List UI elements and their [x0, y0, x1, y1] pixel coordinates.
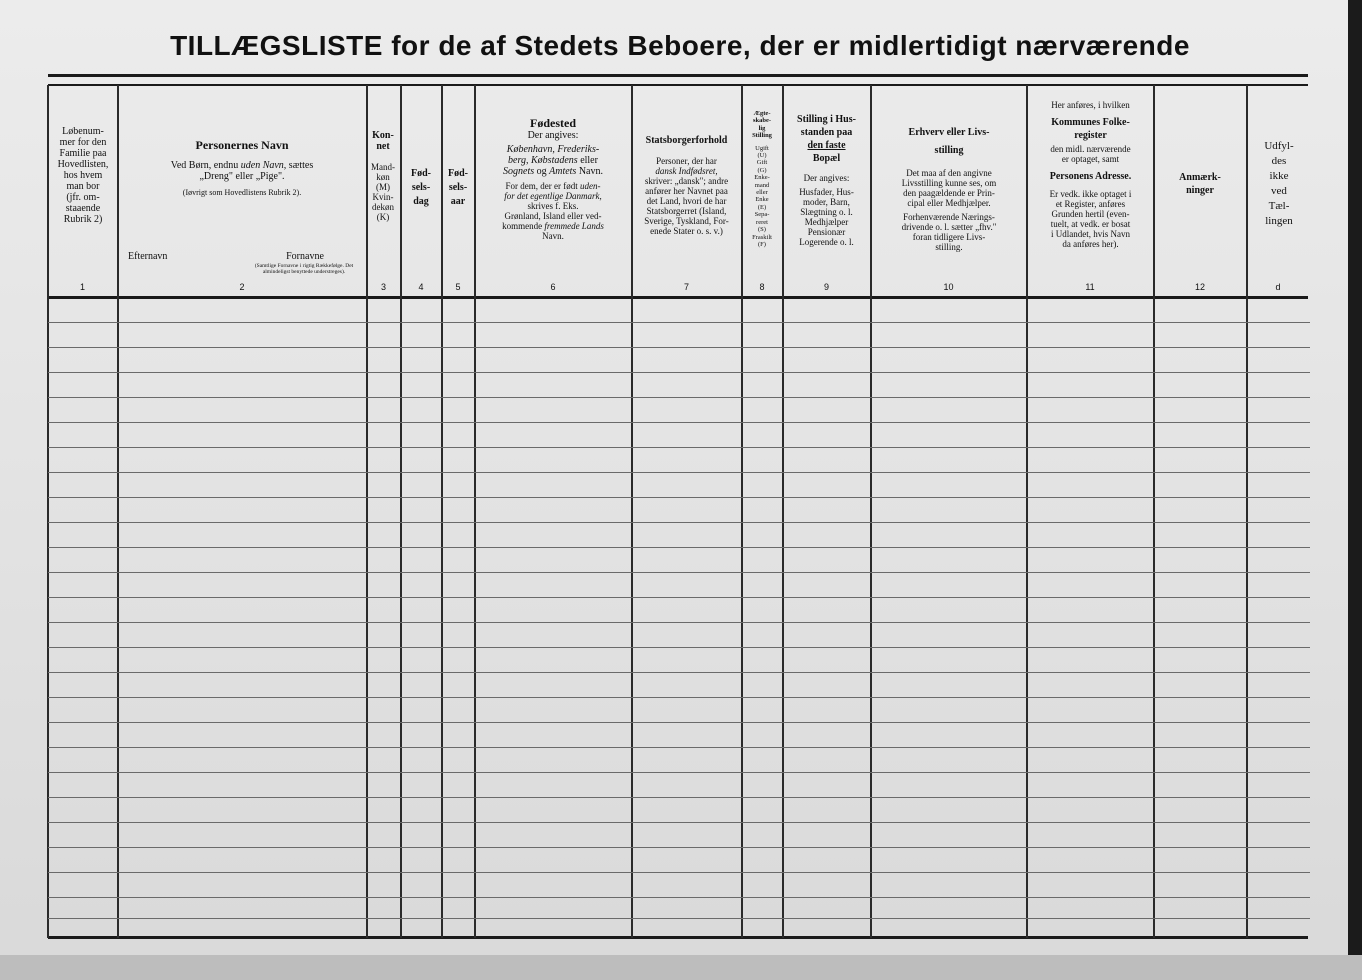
col7-text: Sverige, Tyskland, For- [644, 216, 729, 226]
col3-line: Kvin- [372, 192, 394, 202]
col6-text: eller [580, 155, 598, 166]
entry-row-line [48, 597, 1310, 598]
col6-sub: Der angives: [527, 130, 579, 141]
column-number: 7 [683, 282, 689, 292]
col8-heading: lig [758, 124, 766, 132]
col6-text: Navn. [578, 166, 603, 177]
entry-row-line [48, 847, 1310, 848]
col11-line: et Register, anføres [1055, 199, 1126, 209]
column-number: 9 [823, 282, 829, 292]
col8-line: eller [756, 189, 768, 197]
cold-line: ikke [1269, 170, 1289, 182]
col6-text: Navn. [542, 231, 564, 241]
column-line [117, 85, 119, 938]
col8-heading: Stilling [752, 132, 772, 140]
entry-row-line [48, 422, 1310, 423]
entry-row-line [48, 622, 1310, 623]
scan-edge-right [1348, 0, 1362, 980]
col8-line: (E) [757, 203, 767, 211]
cold-line: Udfyl- [1264, 140, 1294, 152]
entry-row-line [48, 747, 1310, 748]
col6-text: kommende [502, 221, 543, 231]
col3-line: køn [376, 172, 390, 182]
col6-text: skrives f. Eks. [527, 201, 579, 211]
col10-line: drivende o. l. sætter „fhv." [901, 222, 997, 232]
cold-line: des [1271, 155, 1287, 167]
col2-heading: Personernes Navn [195, 138, 289, 152]
col8-line: Gift [756, 159, 768, 167]
col11-line: er optaget, samt [1061, 154, 1120, 164]
col5-line: sels- [448, 182, 468, 193]
col11-top: Her anføres, i hvilken [1051, 100, 1130, 110]
entry-row-line [48, 447, 1310, 448]
col12-heading: ninger [1186, 185, 1214, 196]
column-number: 2 [239, 282, 245, 292]
col8-line: reret [756, 218, 768, 226]
cold-line: lingen [1265, 215, 1293, 227]
col1-header [49, 126, 117, 322]
col8-line: Enke [755, 196, 769, 204]
col9-header [784, 113, 869, 309]
col9-line: Husfader, Hus- [799, 187, 854, 197]
col6-text: Grønland, Island eller ved- [504, 211, 602, 221]
col9-line: Logerende o. l. [799, 237, 854, 247]
col7-heading: Statsborgerforhold [645, 135, 728, 146]
col9-line: Medhjælper [804, 217, 849, 227]
col1-line: (jfr. om- [66, 192, 100, 203]
col3-line: Mand- [371, 162, 395, 172]
col3-line: dekøn [372, 202, 394, 212]
col5-header [443, 167, 473, 363]
col9-heading: den faste [807, 140, 846, 151]
entry-row-line [48, 397, 1310, 398]
column-line [474, 85, 476, 938]
col12-header [1155, 171, 1245, 367]
col8-header [743, 110, 781, 280]
col8-line: (G) [757, 166, 767, 174]
col3-header [367, 130, 399, 326]
table-top-rule [48, 84, 1308, 86]
col1-line: man bor [66, 181, 100, 192]
col9-heading: standen paa [800, 127, 853, 138]
cold-header [1249, 139, 1309, 335]
col8-line: Fraskilt [752, 233, 772, 241]
col6-heading: Fødested [530, 116, 576, 130]
col2-efternavn: Efternavn [128, 251, 168, 262]
col3-heading: Kon- [372, 130, 394, 141]
col1-line: Rubrik 2) [63, 214, 103, 225]
form-title: TILLÆGSLISTE for de af Stedets Beboere, der er midlertidigt nærværende [170, 30, 1190, 61]
col6-text: For dem, der er født [505, 181, 578, 191]
entry-row-line [48, 372, 1310, 373]
col8-line: Ugift [755, 144, 769, 152]
col11-header [1029, 100, 1152, 280]
col11-line: i Udlandet, hvis Navn [1051, 229, 1130, 239]
col8-line: (F) [758, 240, 766, 248]
col8-line: (S) [758, 226, 766, 234]
col11-line: Er vedk. ikke optaget i [1049, 189, 1132, 199]
col7-text: Personer, der har [656, 156, 717, 166]
entry-row-line [48, 522, 1310, 523]
col12-heading: Anmærk- [1179, 172, 1221, 183]
col6-text: Sognets [503, 166, 535, 177]
cold-line: ved [1271, 185, 1287, 197]
col11-line: tuelt, at vedk. er bosat [1050, 219, 1131, 229]
col8-line: Enke- [754, 174, 770, 182]
column-number: 11 [1085, 282, 1095, 292]
col7-text: det Land, hvori de har [646, 196, 727, 206]
col4-line: Fød- [411, 168, 431, 179]
col7-text: anfører her Navnet paa [645, 186, 728, 196]
entry-row-line [48, 872, 1310, 873]
col6-text: fremmede Lands [544, 221, 604, 231]
col11-heading-address: Personens Adresse. [1049, 171, 1132, 182]
col10-heading: stilling [934, 145, 964, 156]
entry-row-line [48, 672, 1310, 673]
col9-line: Pensionær [807, 227, 846, 237]
col10-heading: Erhverv eller Livs- [908, 127, 990, 138]
col2-text: sættes [288, 160, 314, 171]
column-number: 12 [1194, 282, 1205, 292]
col11-line: den midl. nærværende [1050, 144, 1131, 154]
col3-line: (M) [376, 182, 390, 192]
column-number: d [1275, 282, 1281, 292]
col2-note: (Iøvrigt som Hovedlistens Rubrik 2). [182, 188, 302, 197]
col11-line: da anføres her). [1062, 239, 1119, 249]
col10-line: cipal eller Medhjælper. [907, 198, 991, 208]
column-number: 5 [455, 282, 461, 292]
entry-row-line [48, 647, 1310, 648]
col7-text: dansk Indfødsret, [655, 166, 718, 176]
scan-edge-bottom [0, 955, 1362, 980]
col11-heading: Kommunes Folke- [1051, 117, 1130, 128]
col8-line: mand [754, 181, 770, 189]
col6-text: København, Frederiks- [506, 144, 600, 155]
col8-line: Sepa- [754, 211, 770, 219]
col10-line: Forhenværende Nærings- [903, 212, 995, 222]
col11-line: Grunden hertil (even- [1051, 209, 1130, 219]
col10-line: Det maa af den angivne [906, 168, 992, 178]
col5-line: Fød- [448, 168, 468, 179]
column-number: 8 [759, 282, 765, 292]
col9-heading: Stilling i Hus- [797, 114, 856, 125]
col4-line: dag [413, 196, 429, 207]
col8-heading: skabe- [752, 117, 772, 125]
col6-text: uden- [579, 181, 601, 191]
column-number: 6 [550, 282, 556, 292]
column-line [1246, 85, 1248, 938]
col6-text: berg, Købstadens [508, 155, 578, 166]
column-number: 3 [380, 282, 386, 292]
entry-row-line [48, 822, 1310, 823]
col1-line: Løbenum- [62, 126, 104, 137]
col10-line: foran tidligere Livs- [912, 232, 986, 242]
col9-line: Slægtning o. l. [800, 207, 853, 217]
col10-line: stilling. [935, 242, 963, 252]
cold-line: Tæl- [1268, 200, 1290, 212]
column-line [870, 85, 872, 938]
entry-row-line [48, 722, 1310, 723]
col1-line: mer for den [59, 137, 107, 148]
table-bottom-rule [48, 936, 1308, 939]
col7-text: skriver: „dansk"; andre [644, 176, 729, 186]
col9-sub: Der angives: [803, 173, 850, 183]
col8-heading: Ægte- [753, 110, 771, 117]
col9-line: moder, Barn, [803, 197, 850, 207]
entry-row-line [48, 547, 1310, 548]
col7-text: Statsborgerret (Island, [646, 206, 727, 216]
entry-row-line [48, 322, 1310, 323]
entry-row-line [48, 918, 1310, 919]
col10-line: Livsstilling kunne ses, om [901, 178, 997, 188]
title-rule [48, 74, 1308, 77]
col6-text: Amtets [549, 166, 577, 177]
entry-row-line [48, 572, 1310, 573]
col2-text: Ved Børn, endnu [170, 160, 239, 171]
col4-line: sels- [411, 182, 431, 193]
col8-line: (U) [757, 152, 767, 160]
col2-fornavne-note: (Samtlige Fornavne i rigtig Rækkefølge. Det almindeligst benyttede understreges). [254, 263, 354, 275]
column-number: 1 [79, 282, 85, 292]
entry-row-line [48, 897, 1310, 898]
column-number: 4 [418, 282, 424, 292]
column-number: 10 [943, 282, 954, 292]
col6-text: og [536, 166, 547, 177]
col11-heading: register [1074, 130, 1107, 141]
entry-row-line [48, 697, 1310, 698]
entry-row-line [48, 472, 1310, 473]
entry-row-line [48, 772, 1310, 773]
column-line [1026, 85, 1028, 938]
col2-text: „Dreng" eller „Pige". [199, 171, 285, 182]
col3-line: (K) [376, 212, 390, 222]
col10-line: den paagældende er Prin- [903, 188, 995, 198]
col2-fornavne: Fornavne [286, 251, 324, 262]
col1-line: Hovedlisten, [57, 159, 109, 170]
col7-header [633, 135, 740, 331]
col2-text: uden Navn, [240, 160, 287, 171]
col5-line: aar [450, 196, 466, 207]
entry-row-line [48, 797, 1310, 798]
col1-line: hos hvem [63, 170, 103, 181]
col1-line: staaende [65, 203, 101, 214]
col4-header [402, 167, 440, 363]
entry-row-line [48, 497, 1310, 498]
entry-row-line [48, 347, 1310, 348]
col6-text: for det egentlige Danmark, [504, 191, 602, 201]
col3-heading: net [376, 141, 390, 152]
col1-line: Familie paa [59, 148, 107, 159]
col7-text: enede Stater o. s. v.) [650, 226, 723, 236]
col9-heading: Bopæl [812, 153, 841, 164]
